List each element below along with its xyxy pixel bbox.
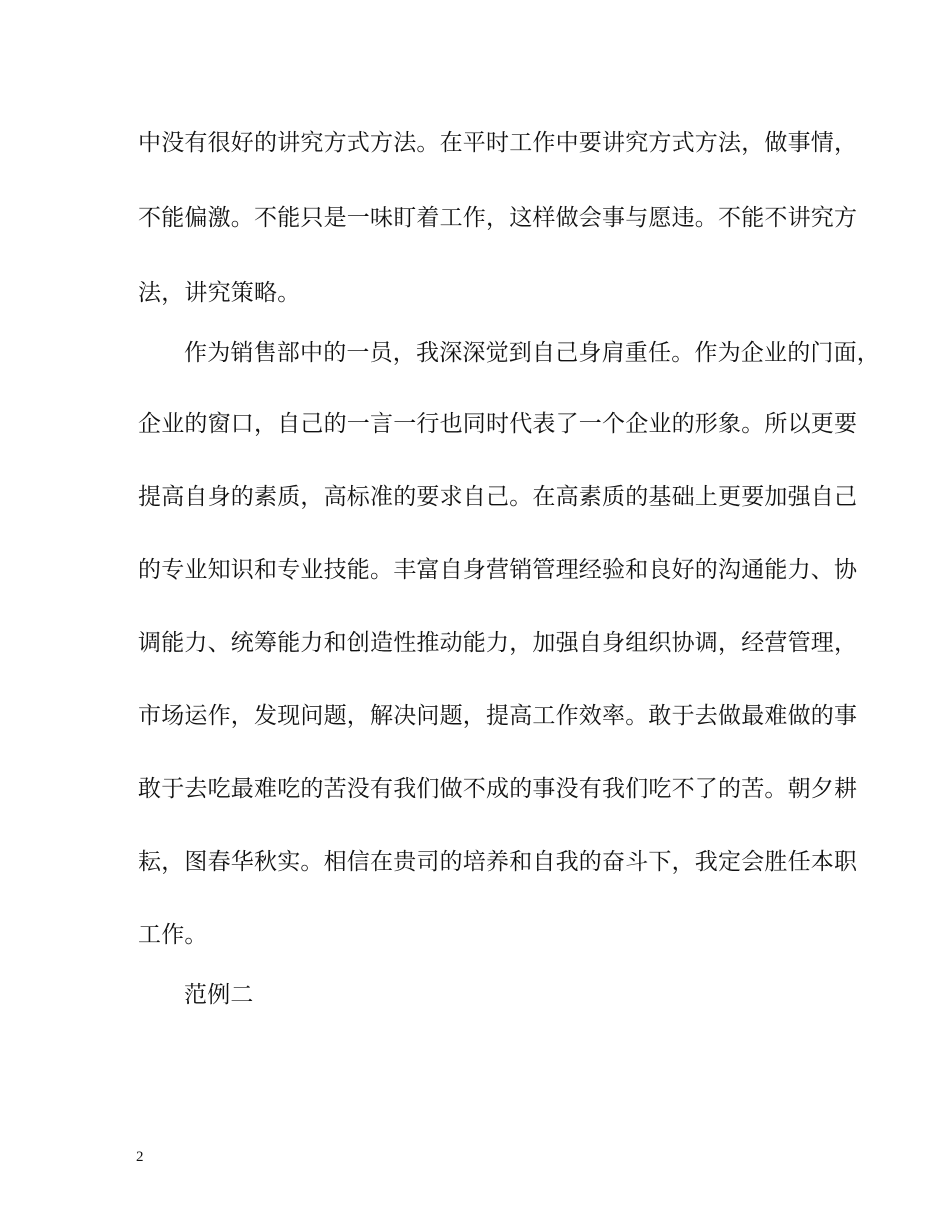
text-line-1: 中没有很好的讲究方式方法。在平时工作中要讲究方式方法，做事情， — [138, 130, 858, 156]
text-line-5: 企业的窗口，自己的一言一行也同时代表了一个企业的形象。所以更要 — [138, 411, 858, 437]
text-line-6: 提高自身的素质，高标准的要求自己。在高素质的基础上更要加强自己 — [138, 484, 858, 510]
text-line-4: 作为销售部中的一员，我深深觉到自己身肩重任。作为企业的门面， — [184, 340, 880, 366]
text-line-7: 的专业知识和专业技能。丰富自身营销管理经验和良好的沟通能力、协 — [138, 557, 858, 583]
section-heading: 范例二 — [184, 982, 254, 1008]
text-line-3: 法，讲究策略。 — [138, 280, 301, 306]
page-number: 2 — [136, 1149, 144, 1165]
text-line-2: 不能偏激。不能只是一味盯着工作，这样做会事与愿违。不能不讲究方 — [138, 205, 858, 231]
text-line-8: 调能力、统筹能力和创造性推动能力，加强自身组织协调，经营管理， — [138, 630, 858, 656]
text-line-11: 耘，图春华秋实。相信在贵司的培养和自我的奋斗下，我定会胜任本职 — [138, 849, 858, 875]
text-line-10: 敢于去吃最难吃的苦没有我们做不成的事没有我们吃不了的苦。朝夕耕 — [138, 776, 858, 802]
text-line-12: 工作。 — [138, 922, 208, 948]
text-line-9: 市场运作，发现问题，解决问题，提高工作效率。敢于去做最难做的事 — [138, 703, 858, 729]
